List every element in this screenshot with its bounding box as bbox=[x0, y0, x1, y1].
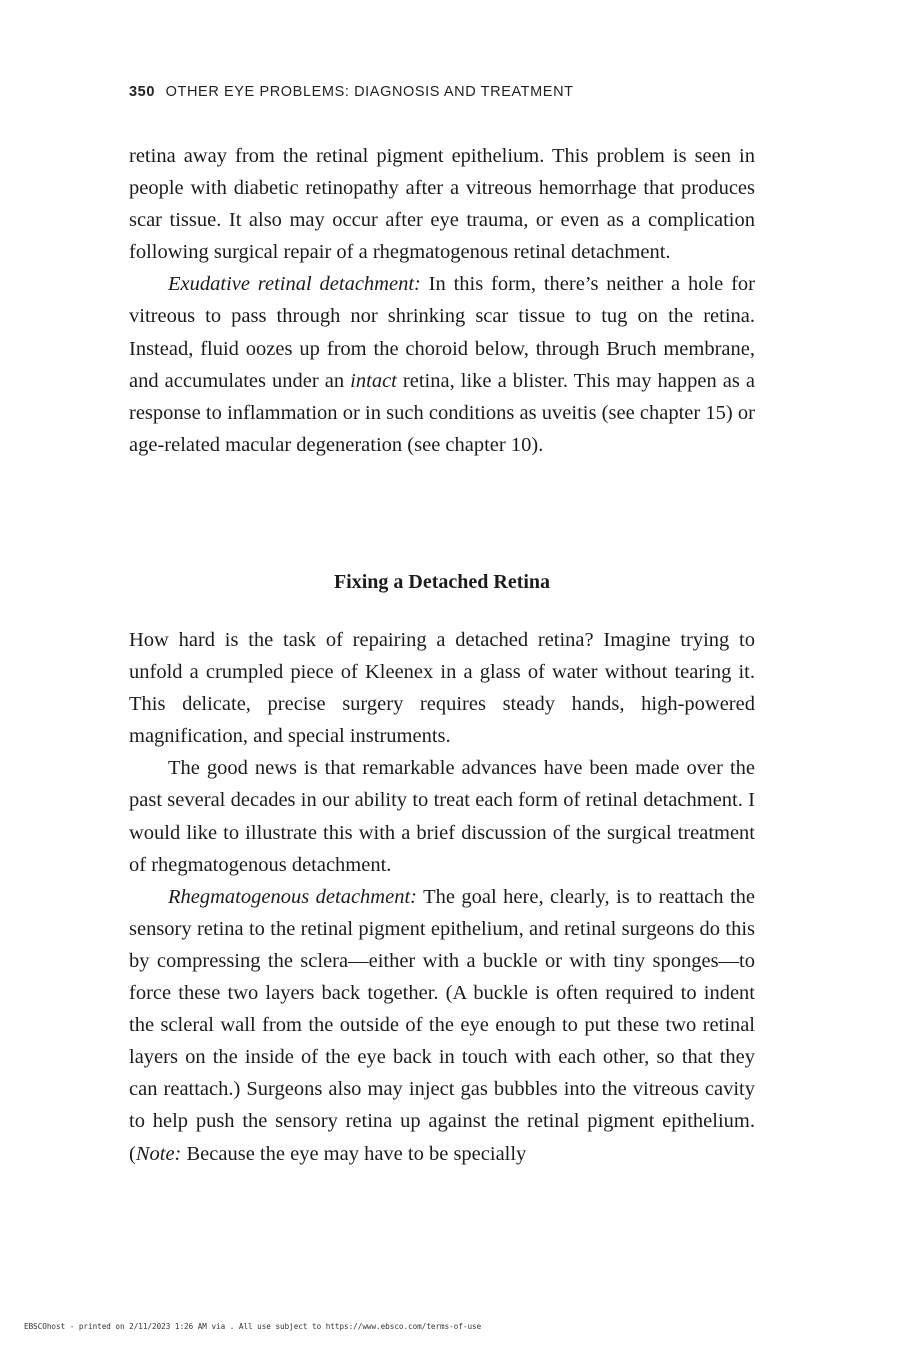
text-block-bottom bbox=[129, 624, 755, 1170]
paragraph-continuation: retina away from the retinal pigment epithelium. This problem is seen in people with diabetic retinopathy after a vitreous hemorrhage that produces scar tissue. It also may occur after eye trauma, or even as a complication following surgical repair of a rhegmatogenous retinal detachment. bbox=[129, 145, 755, 264]
term-exudative: Exudative retinal detachment: bbox=[168, 273, 421, 296]
running-header bbox=[129, 84, 574, 100]
paragraph-text: retina, like a blister. This may happen as a response to inflammation or in such conditions as uveitis (see chapter 15) or age-related macular degeneration (see chapter 10). bbox=[129, 369, 755, 456]
paragraph-intro: How hard is the task of repairing a detached retina? Imagine trying to unfold a crumpled piece of Kleenex in a glass of water without tearing it. This delicate, precise surgery requires steady hands, high-powered magnification, and special instruments. bbox=[129, 629, 755, 748]
text-block-top bbox=[129, 140, 755, 461]
page-number: 350 bbox=[129, 84, 155, 100]
paragraph-text: The goal here, clearly, is to reattach the sensory retina to the retinal pigment epithelium, and retinal surgeons do this by compressing the sclera—either with a buckle or with tiny sponges—to force these two layers back together. (A buckle is often required to indent the scleral wall from the outside of the eye enough to put these two retinal layers on the inside of the eye back in touch with each other, so that they can reattach.) Surgeons also may inject gas bubbles into the vitreous cavity to help push the sensory retina up against the retinal pigment epithelium. ( bbox=[129, 885, 755, 1165]
paragraph-rhegmatogenous bbox=[129, 881, 755, 1170]
emphasis-intact: intact bbox=[350, 369, 397, 392]
paragraph-text: Because the eye may have to be specially bbox=[181, 1142, 527, 1165]
term-rhegmatogenous: Rhegmatogenous detachment: bbox=[168, 885, 417, 908]
print-footer: EBSCOhost - printed on 2/11/2023 1:26 AM via . All use subject to https://www.ebsco.com/terms-of-use bbox=[24, 1322, 482, 1331]
paragraph-exudative bbox=[129, 268, 755, 461]
running-title: OTHER EYE PROBLEMS: DIAGNOSIS AND TREATMENT bbox=[165, 84, 574, 100]
section-heading: Fixing a Detached Retina bbox=[333, 571, 551, 593]
note-label: Note: bbox=[135, 1142, 182, 1165]
paragraph-advances: The good news is that remarkable advances have been made over the past several decades in our ability to treat each form of retinal detachment. I would like to illustrate this with a brief discussion of the surgical treatment of rhegmatogenous detachment. bbox=[129, 757, 755, 876]
paragraph-text: In this form, there’s neither a hole for vitreous to pass through nor shrinking scar tissue to tug on the retina. Instead, fluid oozes up from the choroid below, through Bruch membrane, and accumulates under an bbox=[129, 273, 755, 392]
